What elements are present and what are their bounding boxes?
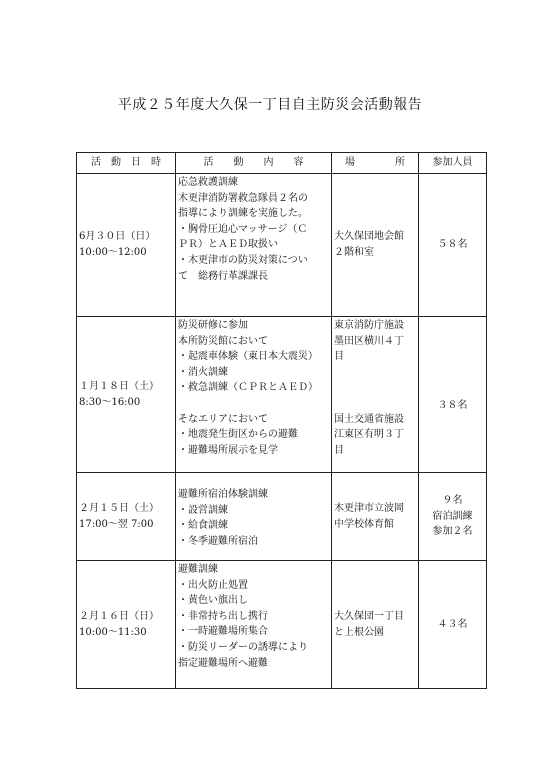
place-line: と上根公園 [334,626,384,638]
place-cell [332,473,419,561]
content-line: ・避難場所展示を見学 [178,444,278,456]
participants-count: ５８名 [437,239,468,251]
place-cell [332,561,419,689]
place-line: 東京消防庁施設 [334,320,404,331]
table-row [77,317,487,473]
content-line: ・地震発生街区からの避難 [178,429,298,441]
participants-cell [419,317,487,473]
time-text: 10:00～11:30 [79,626,147,638]
place-line: 目 [334,351,344,363]
content-line: ・黄色い旗出し [178,595,248,607]
content-line: ・出火防止処置 [178,579,248,591]
content-line: ・一時避難場所集合 [178,626,268,638]
participants-cell [419,174,487,317]
content-line: 防災研修に参加 [178,320,248,331]
content-line: 本所防災館において [178,335,268,347]
header-participants: 参加人員 [419,153,487,174]
header-content: 活 動 内 容 [176,153,332,174]
date-cell [77,473,176,561]
content-line: ・救急訓練（ＣＰＲとＡＥＤ） [178,382,318,394]
content-line: 木更津消防署救急隊員２名の [178,192,308,204]
content-line: ・防災リーダーの誘導により [178,641,308,653]
time-text: 8:30～16:00 [79,396,141,408]
content-spacer [178,396,329,412]
date-text: ２月１６日（日） [79,610,159,622]
content-line: ・消火訓練 [178,366,228,378]
place-line: 大久保団一丁目 [334,610,404,622]
header-place: 場 所 [332,153,419,174]
date-text: １月１８日（土） [79,380,159,392]
content-line: ・非常持ち出し携行 [178,610,268,622]
participants-note: 宿泊訓練 [432,510,473,522]
participants-cell [419,473,487,561]
content-line: ＰＲ）とＡＥＤ取扱い [178,239,278,251]
content-line: 避難訓練 [178,564,218,575]
place-line: 目 [334,444,344,456]
content-line: 指定避難場所へ避難 [178,657,268,669]
place-cell [332,317,419,473]
table-row [77,473,487,561]
date-cell [77,561,176,689]
time-text: 10:00～12:00 [79,247,147,258]
content-cell [176,317,332,473]
content-line: 避難所宿泊体験訓練 [178,489,268,500]
content-line: そなエリアにおいて [178,413,268,425]
page-title: 平成２５年度大久保一丁目自主防災会活動報告 [117,97,423,113]
content-line: ・木更津市の防災対策につい [178,254,308,266]
participants-note: 参加２名 [432,526,473,538]
content-line: ・胸骨圧迫心マッサージ（Ｃ [178,223,308,235]
content-line: ・起震車体験（東日本大震災） [178,351,318,363]
table-row [77,174,487,317]
participants-count: ３８名 [437,399,468,411]
content-line: ・設営訓練 [178,504,228,516]
content-line: 指導により訓練を実施した。 [178,208,308,220]
activity-report-table [76,152,487,689]
content-cell [176,473,332,561]
place-line: 中学校体育館 [334,518,394,530]
content-cell [176,561,332,689]
header-date: 活 動 日 時 [77,153,176,174]
place-spacer [334,365,416,381]
content-cell [176,174,332,317]
participants-count: ９名 [442,495,463,507]
place-cell [332,174,419,317]
place-line: 大久保団地会館 [334,231,404,243]
place-line: 墨田区横川４丁 [334,335,404,347]
place-line: 木更津市立波岡 [334,502,404,514]
place-line: ２階和室 [334,247,374,258]
table-row [77,561,487,689]
place-spacer [334,396,416,412]
content-line: ・給食訓練 [178,520,228,532]
date-text: 6月３０日（日） [79,231,156,243]
place-line: 江東区有明３丁 [334,429,404,441]
content-line: 応急救護訓練 [178,177,238,188]
place-line: 国土交通省施設 [334,413,404,425]
date-cell [77,317,176,473]
participants-count: ４３名 [437,618,468,630]
time-text: 17:00～翌 7:00 [79,518,154,530]
date-cell [77,174,176,317]
table-header-row [77,153,487,174]
content-line: て 総務行革課課長 [178,270,268,282]
content-line: ・冬季避難所宿泊 [178,535,258,547]
place-spacer [334,380,416,396]
participants-cell [419,561,487,689]
date-text: ２月１５日（土） [79,502,159,514]
